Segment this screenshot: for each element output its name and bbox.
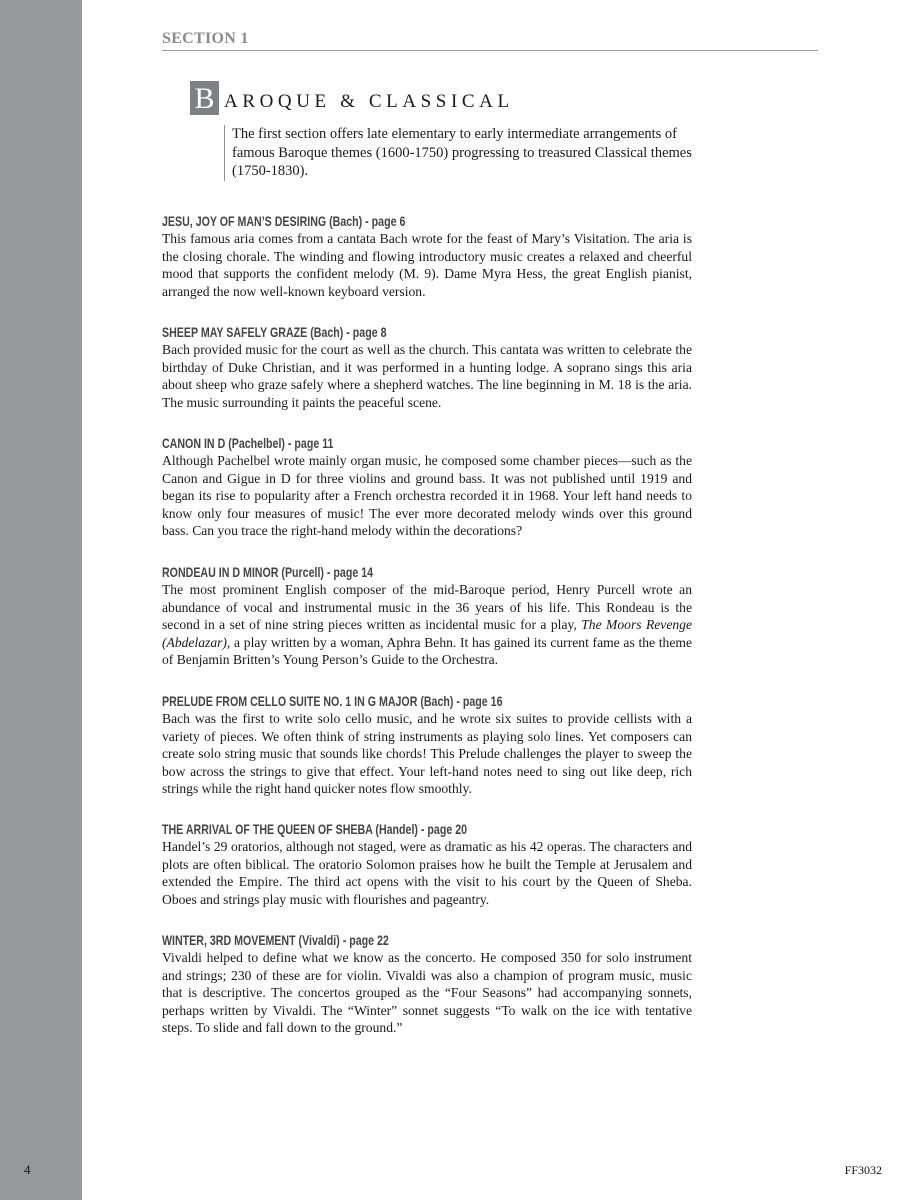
entry-queen-of-sheba [162,820,692,908]
entry-text-part: a play written by a woman, Aphra Behn. It has gained its current fame as the theme of Benjamin Britten’s Young Person’s Guide to the Orchestra. [162,634,692,668]
entry-rondeau-in-d-minor [162,563,692,669]
entry-title: THE ARRIVAL OF THE QUEEN OF SHEBA (Handel) - page 20 [162,821,468,837]
catalog-code: FF3032 [844,1163,882,1177]
intro-paragraph: The first section offers late elementary to early intermediate arrangements of famous Baroque themes (1600-1750) progressing to treasured Classical themes (1750-1830). [224,125,702,181]
entry-prelude-cello-suite [162,692,692,798]
entry-text: Bach was the first to write solo cello music, and he wrote six suites to provide cellists with a variety of pieces. We often think of string instruments as playing solo lines. Yet composers can create solo string music that sounds like chords! This Prelude challenges the player to sweep the bow across the strings to give that effect. Your left-hand notes need to sing out like deep, rich strings while the right hand quicker notes flow smoothly. [162,711,692,797]
entry-title: PRELUDE FROM CELLO SUITE NO. 1 IN G MAJOR (Bach) - page 16 [162,693,503,709]
entry-title: RONDEAU IN D MINOR (Purcell) - page 14 [162,564,374,580]
entry-text: Handel’s 29 oratorios, although not staged, were as dramatic as his 42 operas. The characters and plots are often biblical. The oratorio Solomon praises how he built the Temple at Jerusalem and extended the Empire. The third act opens with the visit to his court by the Queen of Sheba. Oboes and strings play music with flourishes and pageantry. [162,839,692,907]
title-text: AROQUE & CLASSICAL [224,91,514,112]
title-initial-box: B [190,81,219,115]
entry-title: CANON IN D (Pachelbel) - page 11 [162,435,334,451]
entry-title: SHEEP MAY SAFELY GRAZE (Bach) - page 8 [162,324,387,340]
entry-text: Vivaldi helped to define what we know as the concerto. He composed 350 for solo instrument and strings; 230 of these are for violin. Vivaldi was also a champion of program music, music that is descriptive. The concertos grouped as the “Four Seasons” had accompanying sonnets, perhaps written by Vivaldi. The “Winter” sonnet suggests “To walk on the ice with tentative steps. To slide and fall down to the ground.” [162,950,692,1036]
entry-title: WINTER, 3RD MOVEMENT (Vivaldi) - page 22 [162,932,389,948]
entry-text-part: The most prominent English composer of the mid-Baroque period, Henry Purcell wrote an abundance of vocal and instrumental music in the 36 years of his life. This Rondeau is the second in a set of nine string pieces written as incidental music for a play, [162,582,692,633]
entry-jesu-joy [162,212,692,300]
entry-text: Although Pachelbel wrote mainly organ music, he composed some chamber pieces—such as the Canon and Gigue in D for three violins and ground bass. It was not published until 1919 and began its rise to popularity after a French orchestra recorded it in 1968. Your left hand needs to know only four measures of music! The ever more decorated melody winds over this ground bass. Can you trace the right-hand melody within the decorations? [162,453,692,539]
page-title [190,81,514,115]
entry-text: This famous aria comes from a cantata Bach wrote for the feast of Mary’s Visitation. The aria is the closing chorale. The winding and flowing introductory music creates a relaxed and cheerful mood that supports the confident melody (M. 9). Dame Myra Hess, the great English pianist, arranged the now well-known keyboard version. [162,231,692,299]
section-header: SECTION 1 [162,30,818,51]
entry-text [162,581,692,669]
side-band [0,0,82,1200]
page-number: 4 [24,1162,31,1177]
entry-canon-in-d [162,434,692,540]
entry-text-italic: The Moors Revenge (Abdelazar), [162,617,692,650]
entry-text: Bach provided music for the court as well as the church. This cantata was written to celebrate the birthday of Duke Christian, and it was performed in a hunting lodge. A soprano sings this aria about sheep who graze safely where a shepherd watches. The line beginning in M. 18 is the aria. The music surrounding it paints the peaceful scene. [162,342,692,410]
entry-winter-vivaldi [162,931,692,1037]
entry-title: JESU, JOY OF MAN’S DESIRING (Bach) - page 6 [162,213,406,229]
entry-sheep-may-safely-graze [162,323,692,411]
